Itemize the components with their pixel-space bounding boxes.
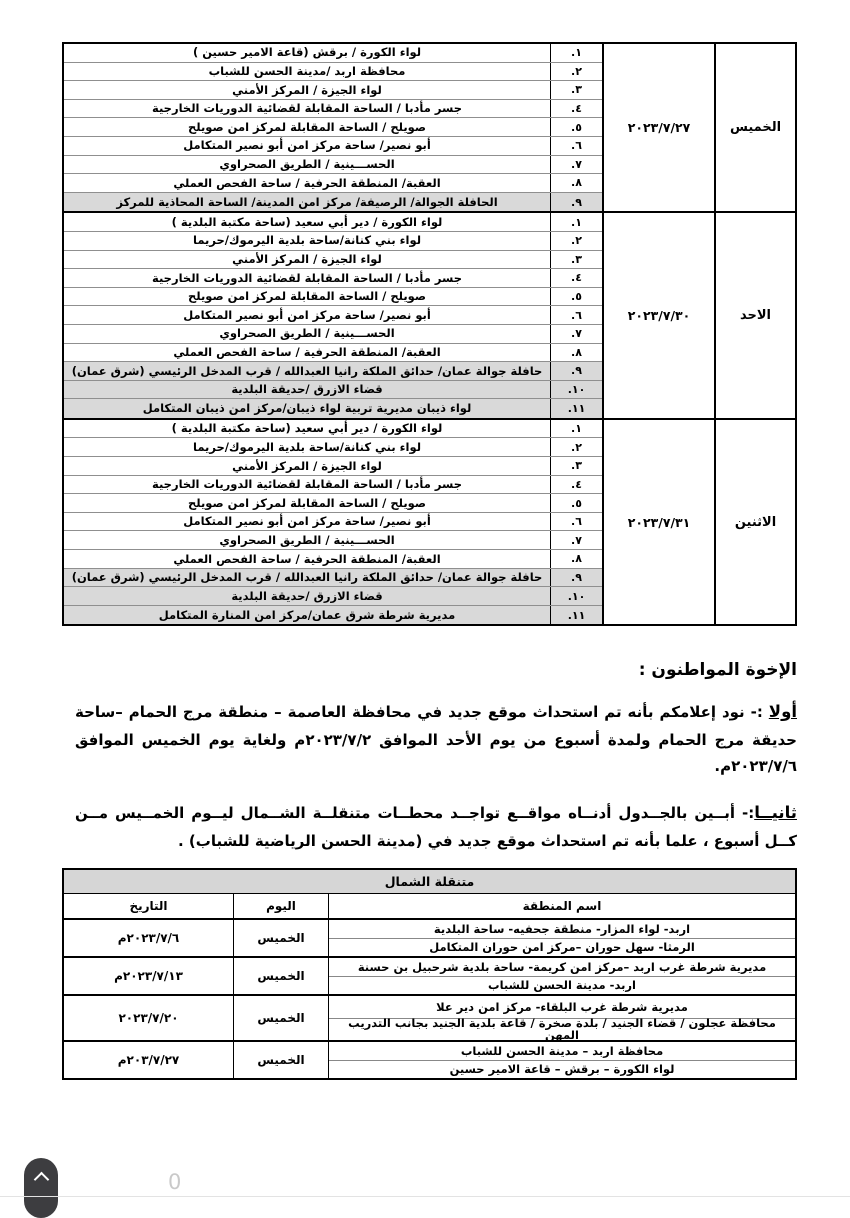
row-location: مديرية شرطة شرق عمان/مركز امن المنارة المتكامل bbox=[64, 606, 550, 625]
schedule-row bbox=[64, 344, 602, 363]
chevron-up-icon bbox=[33, 1172, 49, 1188]
row-location: صويلح / الساحة المقابلة لمركز امن صويلح bbox=[188, 495, 426, 510]
north-region-cell bbox=[328, 958, 795, 994]
row-number: ٧. bbox=[550, 325, 602, 343]
north-day-cell: الخميس bbox=[233, 996, 328, 1040]
north-region-subrow: مديرية شرطة غرب البلقاء- مركز امن دير علا bbox=[436, 999, 688, 1014]
north-group-row bbox=[64, 994, 795, 1043]
row-location: جسر مأدبا / الساحة المقابلة لقضائية الدوريات الخارجية bbox=[152, 101, 462, 116]
schedule-row bbox=[64, 606, 602, 625]
day-cell: الاثنين bbox=[714, 420, 795, 625]
row-number: ٢. bbox=[550, 63, 602, 81]
schedule-row bbox=[64, 137, 602, 156]
schedule-row bbox=[64, 587, 602, 606]
row-location: لواء الجيزة / المركز الأمني bbox=[232, 458, 382, 473]
scroll-to-top-button[interactable] bbox=[24, 1158, 58, 1218]
schedule-row bbox=[64, 81, 602, 100]
row-number: ٧. bbox=[550, 156, 602, 174]
row-location: الحســـينية / الطريق الصحراوي bbox=[219, 532, 395, 547]
notice-first-paragraph bbox=[75, 698, 797, 779]
schedule-row bbox=[64, 232, 602, 251]
date-cell: ٢٠٢٣/٧/٣١ bbox=[602, 420, 714, 625]
schedule-row bbox=[64, 251, 602, 270]
row-location: الحســـينية / الطريق الصحراوي bbox=[219, 326, 395, 341]
row-number: ٨. bbox=[550, 344, 602, 362]
row-location: لواء الجيزة / المركز الأمني bbox=[232, 252, 382, 266]
schedule-row bbox=[64, 100, 602, 119]
north-region-cell bbox=[328, 996, 795, 1043]
day-cell: الاحد bbox=[714, 213, 795, 418]
row-number: ٢. bbox=[550, 438, 602, 456]
row-location: العقبة/ المنطقة الحرفية / ساحة الفحص العملي bbox=[173, 175, 441, 190]
row-number: ٥. bbox=[550, 288, 602, 306]
row-number: ١. bbox=[550, 44, 602, 62]
section-rows bbox=[64, 44, 602, 211]
row-number: ٩. bbox=[550, 569, 602, 587]
schedule-row bbox=[64, 399, 602, 418]
schedule-row bbox=[64, 457, 602, 476]
schedule-row bbox=[64, 63, 602, 82]
row-number: ٣. bbox=[550, 457, 602, 475]
row-location: صويلح / الساحة المقابلة لمركز امن صويلح bbox=[188, 119, 426, 134]
north-date-cell: ٢٠٣/٧/٢٧م bbox=[117, 1053, 180, 1068]
north-table-body bbox=[64, 918, 795, 1078]
schedule-row bbox=[64, 381, 602, 400]
notice-second-text: :- أبــين بالجــدول أدنــاه مواقــع تواجــد محطــات متنقلــة الشــمال ليــوم الخمــيس مــن كــل أسبوع ، علما بأنه تم استحداث موقع جديد في (مدينة الحسن الرياضية للشباب) . bbox=[75, 804, 797, 851]
schedule-row bbox=[64, 306, 602, 325]
north-header-date: التاريخ bbox=[129, 899, 168, 913]
schedule-row bbox=[64, 550, 602, 569]
row-location: حافلة جوالة عمان/ حدائق الملكة رانيا العبدالله / قرب المدخل الرئيسي (شرق عمان) bbox=[64, 569, 550, 587]
schedule-row bbox=[64, 269, 602, 288]
row-number: ١١. bbox=[550, 606, 602, 625]
schedule-row bbox=[64, 288, 602, 307]
row-number: ٨. bbox=[550, 174, 602, 192]
schedule-row bbox=[64, 193, 602, 212]
north-header-day: اليوم bbox=[233, 894, 328, 918]
schedule-row bbox=[64, 513, 602, 532]
row-number: ٤. bbox=[550, 476, 602, 494]
row-number: ١١. bbox=[550, 399, 602, 418]
north-group-row bbox=[64, 918, 795, 956]
schedule-row bbox=[64, 325, 602, 344]
north-region-subrow: لواء الكورة – برقش – قاعة الامير حسين bbox=[329, 1060, 795, 1078]
schedule-row bbox=[64, 438, 602, 457]
row-number: ٩. bbox=[550, 193, 602, 212]
row-location: حافلة جوالة عمان/ حدائق الملكة رانيا العبدالله / قرب المدخل الرئيسي (شرق عمان) bbox=[64, 362, 550, 380]
notice-heading: الإخوة المواطنون : bbox=[638, 660, 797, 680]
north-day-cell: الخميس bbox=[233, 1042, 328, 1078]
schedule-row bbox=[64, 362, 602, 381]
notice-first-label: أولا bbox=[768, 702, 797, 721]
north-table-header-row bbox=[64, 894, 795, 918]
row-location: قضاء الازرق /حديقة البلدية bbox=[64, 381, 550, 399]
row-location: جسر مأدبا / الساحة المقابلة لقضائية الدوريات الخارجية bbox=[152, 270, 462, 285]
row-number: ٦. bbox=[550, 137, 602, 155]
schedule-row bbox=[64, 531, 602, 550]
north-region-subrow: اربد- لواء المزار- منطقة جحفيه- ساحة البلدية bbox=[433, 921, 691, 936]
row-location: صويلح / الساحة المقابلة لمركز امن صويلح bbox=[188, 289, 426, 304]
schedule-row bbox=[64, 44, 602, 63]
row-number: ٣. bbox=[550, 251, 602, 269]
north-region-cell bbox=[328, 1042, 795, 1078]
row-location: لواء الكورة / برقش (قاعة الامير حسين ) bbox=[192, 45, 422, 60]
row-number: ٦. bbox=[550, 513, 602, 531]
notice-section bbox=[75, 660, 797, 875]
row-number: ٤. bbox=[550, 269, 602, 287]
row-location: الحســـينية / الطريق الصحراوي bbox=[219, 157, 395, 172]
row-number: ٦. bbox=[550, 306, 602, 324]
row-number: ٤. bbox=[550, 100, 602, 118]
row-location: لواء بني كنانة/ساحة بلدية اليرموك/حريما bbox=[193, 439, 422, 454]
date-cell: ٢٠٢٣/٧/٢٧ bbox=[602, 44, 714, 211]
schedule-row bbox=[64, 156, 602, 175]
row-number: ٣. bbox=[550, 81, 602, 99]
row-number: ١٠. bbox=[550, 587, 602, 605]
north-date-cell: ٢٠٢٣/٧/١٣م bbox=[114, 969, 183, 983]
row-number: ١٠. bbox=[550, 381, 602, 399]
row-location: لواء الكورة / دير أبي سعيد (ساحة مكتبة البلدية ) bbox=[171, 421, 443, 436]
schedule-day-section bbox=[64, 44, 795, 213]
schedule-day-section bbox=[64, 420, 795, 625]
row-location: لواء الجيزة / المركز الأمني bbox=[232, 82, 382, 97]
north-table-title: متنقلة الشمال bbox=[64, 870, 795, 894]
north-region-subrow: مديرية شرطة غرب اربد –مركز امن كريمة- ساحة بلدية شرحبيل بن حسنة bbox=[357, 959, 767, 974]
north-region-subrow: الرمثا- سهل حوران –مركز امن حوران المتكامل bbox=[329, 938, 795, 956]
section-rows bbox=[64, 213, 602, 418]
row-location: أبو نصير/ ساحة مركز امن أبو نصير المتكامل bbox=[183, 138, 431, 153]
date-cell: ٢٠٢٣/٧/٣٠ bbox=[602, 213, 714, 418]
north-region-subrow: محافظة عجلون / قضاء الجنيد / بلدة صخرة / قاعة بلدية الجنيد بجانب التدريب المهن bbox=[329, 1018, 795, 1041]
notice-second-paragraph bbox=[75, 799, 797, 854]
row-number: ٥. bbox=[550, 494, 602, 512]
mobile-stations-schedule-table bbox=[62, 42, 797, 626]
north-group-row bbox=[64, 956, 795, 994]
row-location: محافظة اربد /مدينة الحسن للشباب bbox=[208, 64, 406, 79]
north-header-region: اسم المنطقة bbox=[328, 894, 795, 918]
north-group-row bbox=[64, 1040, 795, 1078]
row-number: ٥. bbox=[550, 118, 602, 136]
north-date-cell: ٢٠٢٣/٧/٦م bbox=[117, 931, 180, 945]
schedule-row bbox=[64, 420, 602, 439]
row-number: ١. bbox=[550, 420, 602, 438]
day-cell: الخميس bbox=[714, 44, 795, 211]
north-region-subrow: محافظة اربد – مدينة الحسن للشباب bbox=[460, 1043, 664, 1058]
row-location: الحافلة الجوالة/ الرصيفة/ مركز امن المدينة/ الساحة المحاذية للمركز bbox=[64, 193, 550, 212]
schedule-day-section bbox=[64, 213, 795, 420]
schedule-row bbox=[64, 476, 602, 495]
section-rows bbox=[64, 420, 602, 625]
row-location: قضاء الازرق /حديقة البلدية bbox=[64, 587, 550, 605]
schedule-row bbox=[64, 213, 602, 232]
page-bottom-divider bbox=[0, 1196, 850, 1197]
page-number-watermark: 0 bbox=[168, 1170, 182, 1194]
schedule-row bbox=[64, 174, 602, 193]
row-location: أبو نصير/ ساحة مركز امن أبو نصير المتكامل bbox=[183, 307, 431, 322]
row-location: جسر مأدبا / الساحة المقابلة لقضائية الدوريات الخارجية bbox=[152, 477, 462, 492]
schedule-row bbox=[64, 494, 602, 513]
north-region-subrow: اربد- مدينة الحسن للشباب bbox=[329, 976, 795, 994]
north-day-cell: الخميس bbox=[233, 958, 328, 994]
row-number: ٧. bbox=[550, 531, 602, 549]
row-location: لواء بني كنانة/ساحة بلدية اليرموك/حريما bbox=[193, 233, 422, 248]
notice-second-label: ثانيــا bbox=[754, 803, 797, 823]
row-number: ١. bbox=[550, 213, 602, 231]
notice-first-text: :- نود إعلامكم بأنه تم استحداث موقع جديد في محافظة العاصمة – منطقة مرج الحمام –ساحة حديقة مرج الحمام ولمدة أسبوع من يوم الأحد الموافق ٢٠٢٣/٧/٢م ولغاية يوم الخميس الموافق ٢٠٢٣/٧/٦م. bbox=[75, 703, 797, 776]
row-location: العقبة/ المنطقة الحرفية / ساحة الفحص العملي bbox=[173, 344, 441, 359]
row-number: ٩. bbox=[550, 362, 602, 380]
schedule-row bbox=[64, 569, 602, 588]
north-date-cell: ٢٠٢٣/٧/٢٠ bbox=[118, 1011, 179, 1026]
north-day-cell: الخميس bbox=[233, 920, 328, 956]
row-location: أبو نصير/ ساحة مركز امن أبو نصير المتكامل bbox=[183, 514, 431, 529]
row-number: ٨. bbox=[550, 550, 602, 568]
row-number: ٢. bbox=[550, 232, 602, 250]
row-location: لواء ذيبان مديرية تربية لواء ذيبان/مركز امن ذيبان المتكامل bbox=[64, 399, 550, 418]
row-location: لواء الكورة / دير أبي سعيد (ساحة مكتبة البلدية ) bbox=[171, 214, 443, 229]
north-region-cell bbox=[328, 920, 795, 956]
north-region-table bbox=[62, 868, 797, 1080]
row-location: العقبة/ المنطقة الحرفية / ساحة الفحص العملي bbox=[173, 551, 441, 566]
schedule-row bbox=[64, 118, 602, 137]
